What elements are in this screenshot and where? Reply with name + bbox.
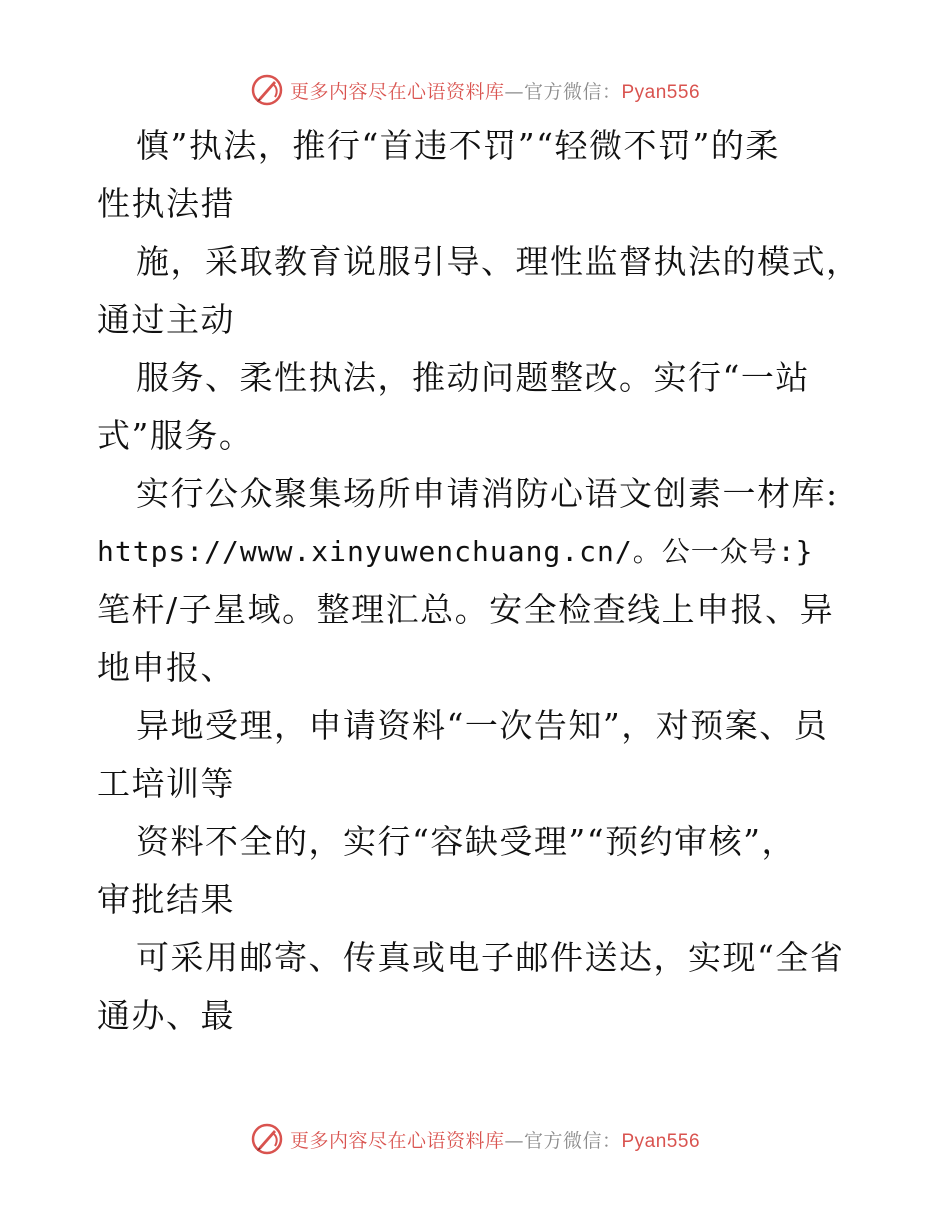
pen-quill-logo-icon: [250, 1122, 284, 1156]
header-separator: —: [504, 80, 524, 103]
text-line: 施，采取教育说服引导、理性监督执法的模式，: [136, 242, 861, 281]
footer-contact-label: 官方微信：: [523, 1129, 622, 1152]
text-line: 通办、最: [97, 996, 235, 1035]
text-line: 慎”执法，推行“首违不罚”“轻微不罚”的柔: [136, 126, 780, 165]
text-line: 异地受理，申请资料“一次告知”，对预案、员: [136, 706, 829, 745]
header-promo-text: [290, 77, 700, 104]
text-line: 通过主动: [97, 300, 235, 339]
header-contact-id: Pyan556: [621, 81, 701, 103]
header-banner: [0, 70, 950, 110]
footer-promo-text: [290, 1126, 700, 1153]
text-line: 式”服务。: [97, 416, 254, 455]
footer-banner: [0, 1119, 950, 1159]
header-contact-label: 官方微信：: [523, 80, 622, 103]
pen-quill-logo-icon: [250, 73, 284, 107]
footer-contact-id: Pyan556: [621, 1130, 701, 1152]
text-line: 资料不全的，实行“容缺受理”“预约审核”，: [136, 822, 796, 861]
document-body: [97, 117, 861, 1045]
text-line: 实行公众聚集场所申请消防心语文创素一材库:: [136, 474, 839, 513]
text-line: 审批结果: [97, 880, 235, 919]
text-line: 服务、柔性执法，推动问题整改。实行“一站: [136, 358, 810, 397]
footer-promo: 更多内容尽在心语资料库: [289, 1129, 505, 1152]
header-promo: 更多内容尽在心语资料库: [289, 80, 505, 103]
text-line: 可采用邮寄、传真或电子邮件送达，实现“全省: [136, 938, 845, 977]
text-line-url: https://www.xinyuwenchuang.cn/。公一众号:}: [97, 535, 814, 568]
text-line: 工培训等: [97, 764, 235, 803]
footer-separator: —: [504, 1129, 524, 1152]
text-line: 性执法措: [97, 184, 235, 223]
text-line: 笔杆/子星域。整理汇总。安全检查线上申报、异: [97, 590, 835, 629]
text-line: 地申报、: [97, 648, 235, 687]
